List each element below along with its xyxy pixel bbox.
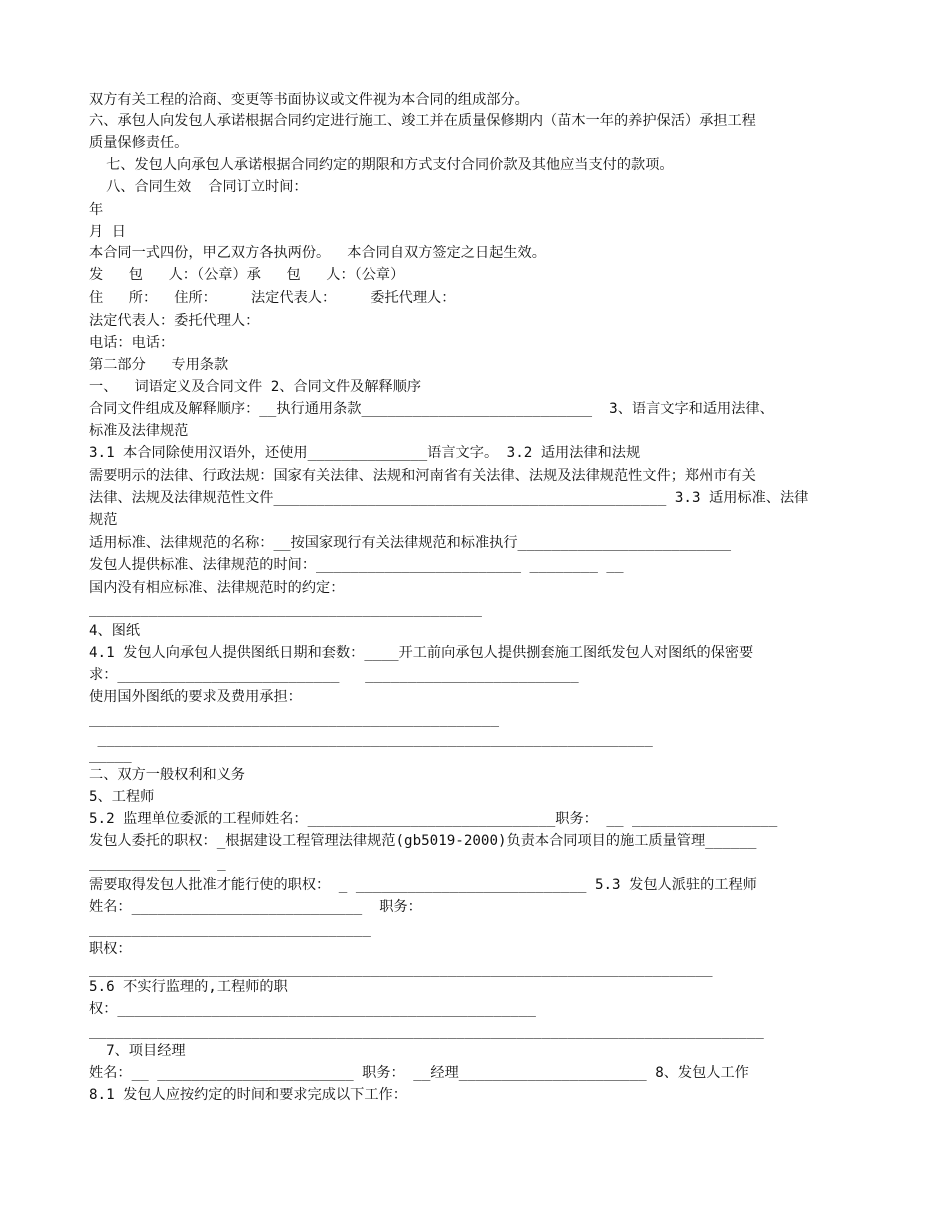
text-line: 八、合同生效 合同订立时间：	[89, 179, 308, 195]
text-line: 4、图纸	[89, 623, 141, 639]
text-line: 年	[89, 202, 104, 218]
text-line: 标准及法律规范	[89, 423, 189, 439]
blank-line: _________________________________	[89, 921, 371, 937]
text-line: 法定代表人：委托代理人：	[89, 313, 260, 329]
text-line: 3.1 本合同除使用汉语外，还使用______________语言文字。 3.2 适用法律和法规	[89, 445, 641, 461]
text-line: 本合同一式四份，甲乙双方各执两份。 本合同自双方签定之日起生效。	[89, 245, 546, 261]
text-line: 姓名：___________________________ 职务：	[89, 899, 422, 915]
text-line: 月 日	[89, 224, 126, 240]
text-line: 六、承包人向发包人承诺根据合同约定进行施工、竣工并在质量保修期内（苗木一年的养护保活）承担工程	[89, 113, 756, 129]
blank-line: _____	[89, 747, 132, 763]
blank-line: ________________________________________________	[89, 711, 499, 727]
text-line: 发包人提供标准、法律规范的时间：________________________ ________ __	[89, 557, 624, 573]
text-line: 质量保修责任。	[89, 135, 189, 151]
text-line: 5.2 监理单位委派的工程师姓名：_____________________________职务： __ _________________	[89, 811, 778, 827]
blank-line: _________________________________________________________________________	[89, 961, 713, 977]
text-line: 国内没有相应标准、法律规范时的约定：	[89, 580, 345, 596]
text-line: 法律、法规及法律规范性文件______________________________________________ 3.3 适用标准、法律	[89, 490, 809, 506]
text-line: 需要明示的法律、行政法规：国家有关法律、法规和河南省有关法律、法规及法律规范性文件；郑州市有关	[89, 468, 756, 484]
text-line: 7、项目经理	[89, 1043, 186, 1059]
text-line: 需要取得发包人批准才能行使的职权： _ ___________________________ 5.3 发包人派驻的工程师	[89, 877, 757, 893]
blank-line: _______________________________________________________________________________	[89, 1023, 764, 1039]
text-line: 规范	[89, 512, 118, 528]
text-line: 双方有关工程的洽商、变更等书面协议或文件视为本合同的组成部分。	[89, 92, 529, 108]
section-heading: 第二部分 专用条款	[89, 357, 229, 373]
text-line: 求：__________________________ _________________________	[89, 667, 579, 683]
text-line: 发 包 人：（公章）承 包 人：（公章）	[89, 267, 405, 283]
text-line: 5、工程师	[89, 789, 155, 805]
text-line: 适用标准、法律规范的名称：__按国家现行有关法律规范和标准执行_________________________	[89, 535, 732, 551]
text-line: 电话：电话：	[89, 335, 175, 351]
text-line: 使用国外图纸的要求及费用承担：	[89, 689, 302, 705]
text-line: 权：_________________________________________________	[89, 1001, 536, 1017]
text-line: 七、发包人向承包人承诺根据合同约定的期限和方式支付合同价款及其他应当支付的款项。	[89, 157, 674, 173]
text-line: 姓名：__ _______________________ 职务： __经理______________________ 8、发包人工作	[89, 1065, 749, 1081]
text-line: _____________ _	[89, 855, 226, 871]
text-line: 发包人委托的职权：_根据建设工程管理法律规范(gb5019-2000)负责本合同项目的施工质量管理______	[89, 833, 757, 849]
text-line: 职权：	[89, 941, 132, 957]
blank-line: ______________________________________________	[89, 601, 482, 617]
section-heading: 二、双方一般权利和义务	[89, 767, 246, 783]
text-line: 8.1 发包人应按约定的时间和要求完成以下工作：	[89, 1087, 407, 1103]
blank-line: _________________________________________________________________	[89, 731, 653, 747]
text-line: 合同文件组成及解释顺序：__执行通用条款___________________________ 3、语言文字和适用法律、	[89, 401, 774, 417]
text-line: 住 所： 住所： 法定代表人： 委托代理人：	[89, 290, 456, 306]
text-line: 4.1 发包人向承包人提供图纸日期和套数：____开工前向承包人提供捌套施工图纸发包人对图纸的保密要	[89, 645, 754, 661]
text-line: 5.6 不实行监理的,工程师的职	[89, 979, 288, 995]
text-line: 一、 词语定义及合同文件 2、合同文件及解释顺序	[89, 379, 422, 395]
